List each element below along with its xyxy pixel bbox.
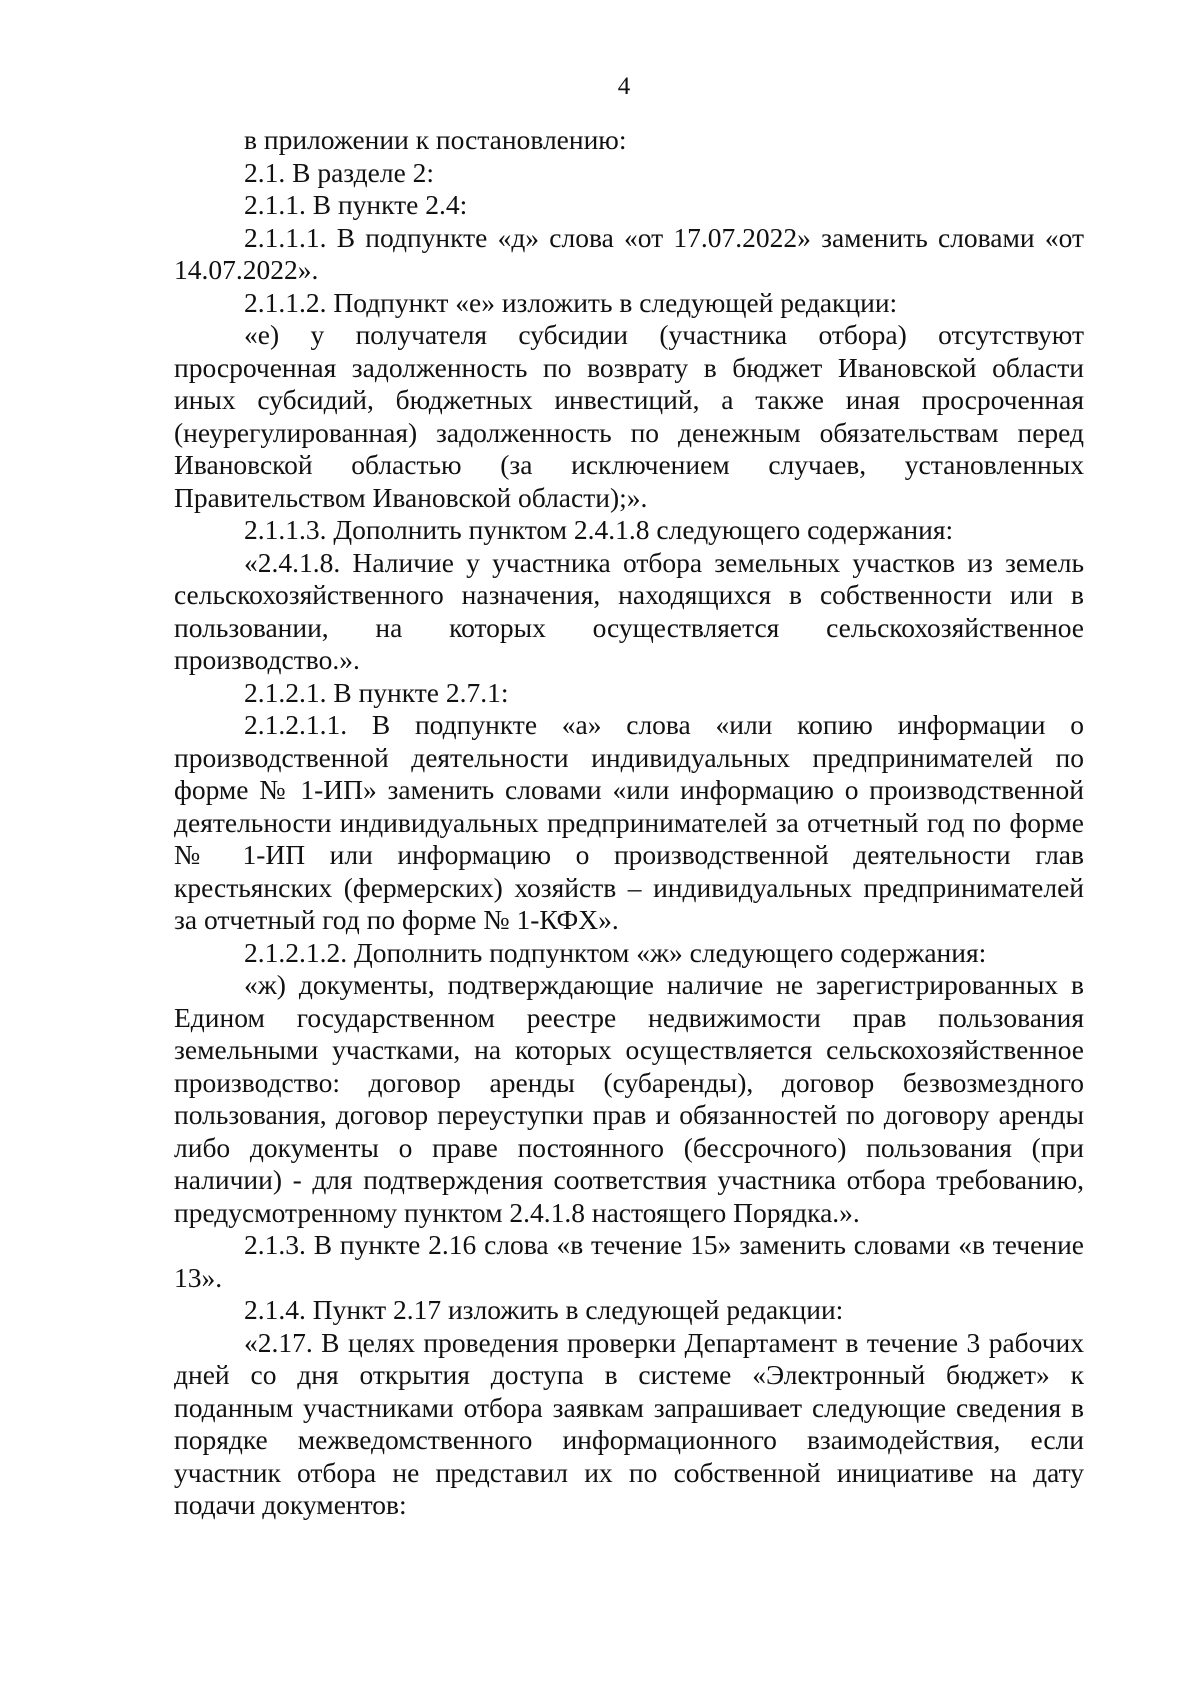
paragraph: «2.17. В целях проведения проверки Департамент в течение 3 рабочих дней со дня открытия доступа в системе «Электронный бюджет» к поданным участниками отбора заявкам запрашивает следующие сведения в порядке межведомственного информационного взаимодействия, если участник отбора не представил их по собственной инициативе на дату подачи документов: [174, 1326, 1084, 1520]
paragraph: 2.1. В разделе 2: [244, 156, 435, 188]
paragraph: «2.4.1.8. Наличие у участника отбора земельных участков из земель сельскохозяйственного назначения, находящихся в собственности или в пользовании, на которых осуществляется сельскохозяйственное производство.». [174, 546, 1084, 675]
paragraph: 2.1.4. Пункт 2.17 изложить в следующей редакции: [244, 1294, 844, 1325]
paragraph: 2.1.3. В пункте 2.16 слова «в течение 15» заменить словами «в течение 13». [174, 1229, 1084, 1293]
document-body [174, 124, 1084, 1522]
page-number: 4 [617, 73, 631, 100]
paragraph: 2.1.2.1. В пункте 2.7.1: [244, 676, 509, 708]
paragraph: «ж) документы, подтверждающие наличие не зарегистрированных в Едином государственном реестре недвижимости прав пользования земельными участками, на которых осуществляется сельскохозяйственное производство: договор аренды (субаренды), договор безвозмездного пользования, договор переуступки прав и обязанностей по договору аренды либо документы о праве постоянного (бессрочного) пользования (при наличии) - для подтверждения соответствия участника отбора требованию, предусмотренному пунктом 2.4.1.8 настоящего Порядка.». [174, 969, 1084, 1228]
paragraph: 2.1.1.2. Подпункт «е» изложить в следующей редакции: [244, 286, 898, 318]
paragraph: в приложении к постановлению: [244, 124, 627, 155]
paragraph: 2.1.1.3. Дополнить пунктом 2.4.1.8 следующего содержания: [244, 514, 954, 545]
paragraph: 2.1.1.1. В подпункте «д» слова «от 17.07.2022» заменить словами «от 14.07.2022». [174, 221, 1084, 285]
paragraph: 2.1.2.1.1. В подпункте «а» слова «или копию информации о производственной деятельности индивидуальных предпринимателей по форме № 1-ИП» заменить словами «или информацию о производственной деятельности индивидуальных предпринимателей за отчетный год по форме № 1-ИП или информацию о производственной деятельности глав крестьянских (фермерских) хозяйств – индивидуальных предпринимателей за отчетный год по форме № 1-КФХ». [174, 709, 1084, 935]
paragraph: 2.1.2.1.2. Дополнить подпунктом «ж» следующего содержания: [244, 936, 987, 968]
paragraph: 2.1.1. В пункте 2.4: [244, 189, 468, 220]
paragraph: «е) у получателя субсидии (участника отбора) отсутствуют просроченная задолженность по возврату в бюджет Ивановской области иных субсидий, бюджетных инвестиций, а также иная просроченная (неурегулированная) задолженность по денежным обязательствам перед Ивановской областью (за исключением случаев, установленных Правительством Ивановской области);». [174, 319, 1084, 513]
